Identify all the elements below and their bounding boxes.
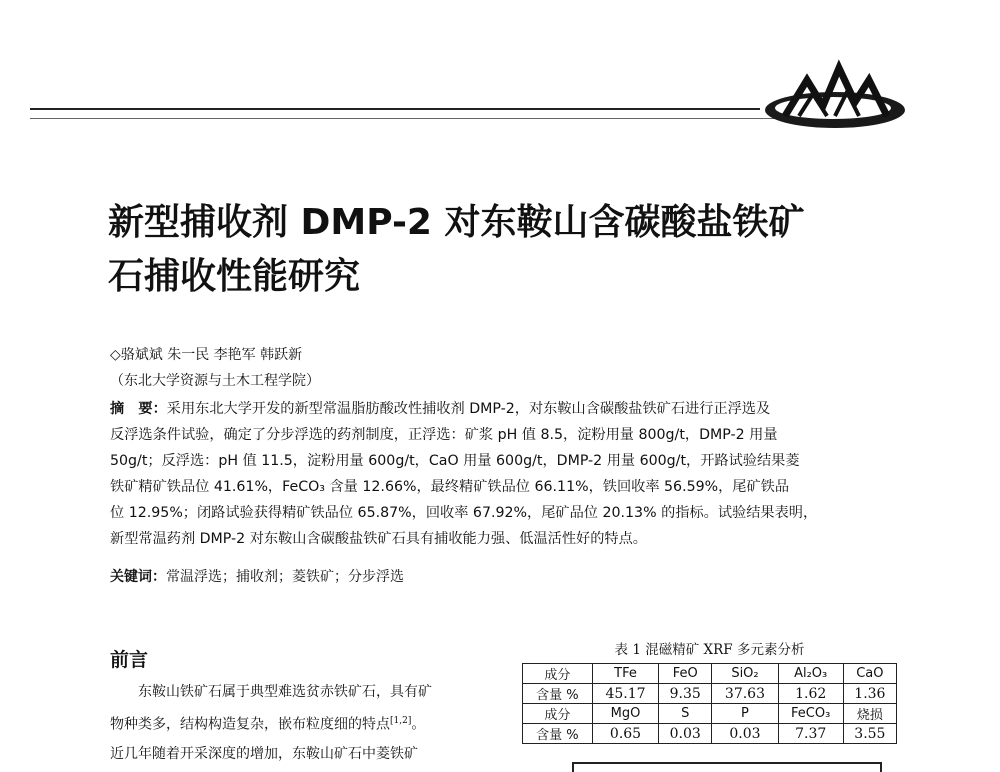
xrf-table — [522, 663, 897, 744]
section-heading: 前言 — [110, 649, 149, 671]
intro-line-2: 物种类多，结构构造复杂，嵌布粒度细的特点[1,2]。 — [110, 716, 426, 733]
mountain-logo-icon — [755, 58, 905, 138]
table-cell: 3.55 — [843, 724, 896, 744]
paper-title — [108, 196, 908, 304]
keywords-text: 常温浮选；捕收剂；菱铁矿；分步浮选 — [166, 569, 404, 585]
header-rule-thin — [30, 118, 775, 119]
table-caption: 表 1 混磁精矿 XRF 多元素分析 — [614, 642, 805, 658]
table-row — [523, 684, 897, 704]
abstract-line-2: 反浮选条件试验，确定了分步浮选的药剂制度，正浮选：矿浆 pH 值 8.5，淀粉用量 800g/t，DMP-2 用量 — [110, 427, 778, 443]
author-list: ◇骆斌斌 朱一民 李艳军 韩跃新 — [110, 347, 303, 363]
table-cell: 9.35 — [659, 684, 712, 704]
affiliation: （东北大学资源与土木工程学院） — [110, 373, 320, 389]
table-cell: SiO₂ — [712, 664, 778, 684]
keywords-label: 关键词： — [110, 569, 166, 585]
header-rule — [30, 108, 760, 110]
table-row — [523, 664, 897, 684]
abstract-line-6: 新型常温药剂 DMP-2 对东鞍山含碳酸盐铁矿石具有捕收能力强、低温活性好的特点。 — [110, 531, 647, 547]
keywords — [110, 566, 404, 586]
figure-box-edge — [572, 762, 882, 772]
table-cell: 0.03 — [659, 724, 712, 744]
table-row — [523, 724, 897, 744]
abstract-line-4: 铁矿精矿铁品位 41.61%，FeCO₃ 含量 12.66%，最终精矿铁品位 66.11%，铁回收率 56.59%，尾矿铁品 — [110, 479, 790, 495]
intro-paragraph — [110, 678, 495, 769]
title-line-2: 石捕收性能研究 — [108, 256, 361, 297]
table-cell: 7.37 — [778, 724, 843, 744]
citation: [1,2] — [390, 716, 412, 726]
table-cell: 烧损 — [843, 704, 896, 724]
table-cell: 37.63 — [712, 684, 778, 704]
table-cell: P — [712, 704, 778, 724]
intro-line-3: 近几年随着开采深度的增加，东鞍山矿石中菱铁矿 — [110, 745, 418, 762]
table-cell: TFe — [592, 664, 658, 684]
table-cell: 0.65 — [592, 724, 658, 744]
abstract — [110, 396, 900, 552]
abstract-line-1: 摘 要：采用东北大学开发的新型常温脂肪酸改性捕收剂 DMP-2，对东鞍山含碳酸盐铁矿石进行正浮选及 — [110, 401, 771, 417]
table-row — [523, 704, 897, 724]
table-cell: CaO — [843, 664, 896, 684]
intro-line-1: 东鞍山铁矿石属于典型难选贫赤铁矿石，具有矿 — [138, 684, 432, 700]
table-cell: 0.03 — [712, 724, 778, 744]
table-cell: 45.17 — [592, 684, 658, 704]
title-line-1: 新型捕收剂 DMP-2 对东鞍山含碳酸盐铁矿 — [108, 202, 805, 243]
table-cell: MgO — [592, 704, 658, 724]
row-label: 成分 — [523, 664, 593, 684]
row-label: 含量 % — [523, 684, 593, 704]
table-cell: S — [659, 704, 712, 724]
table-cell: FeCO₃ — [778, 704, 843, 724]
table-cell: Al₂O₃ — [778, 664, 843, 684]
abstract-line-5: 位 12.95%；闭路试验获得精矿铁品位 65.87%，回收率 67.92%，尾矿品位 20.13% 的指标。试验结果表明， — [110, 505, 818, 521]
row-label: 成分 — [523, 704, 593, 724]
row-label: 含量 % — [523, 724, 593, 744]
abstract-line-3: 50g/t；反浮选：pH 值 11.5，淀粉用量 600g/t，CaO 用量 600g/t，DMP-2 用量 600g/t，开路试验结果菱 — [110, 453, 800, 469]
table-cell: 1.62 — [778, 684, 843, 704]
abstract-label: 摘 要： — [110, 401, 167, 417]
table-cell: 1.36 — [843, 684, 896, 704]
table-cell: FeO — [659, 664, 712, 684]
